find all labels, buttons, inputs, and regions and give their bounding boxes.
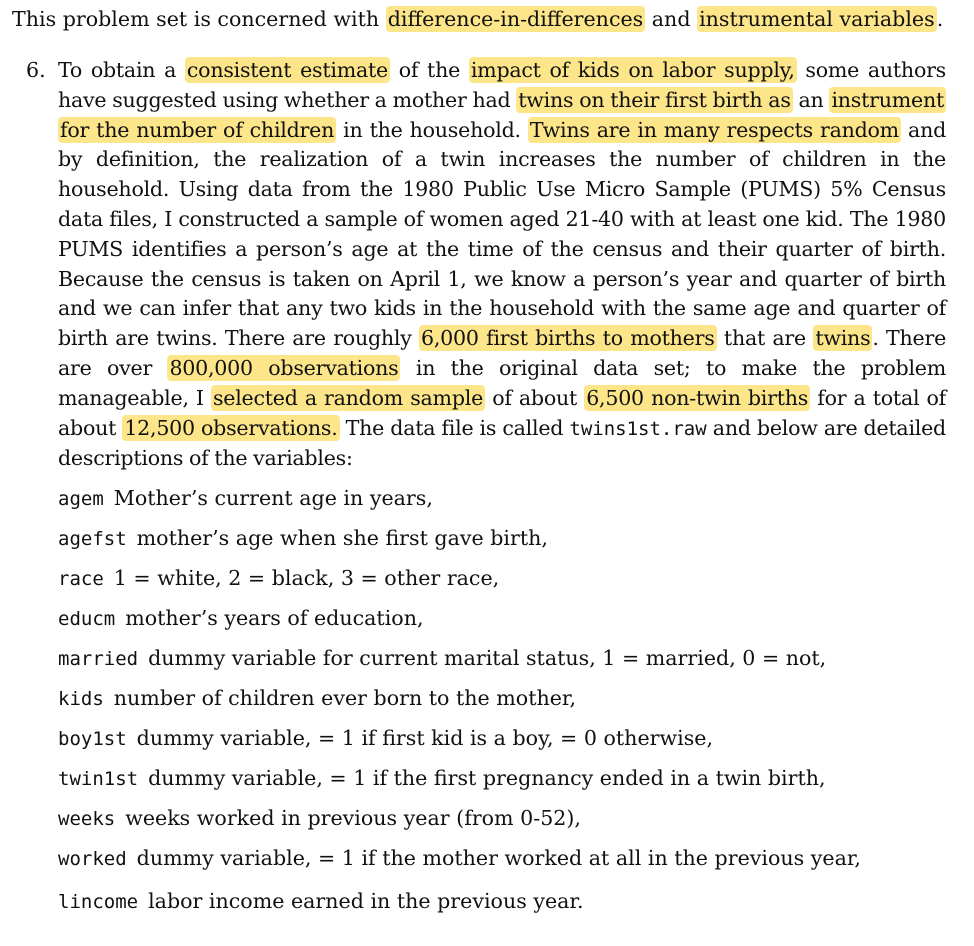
variable-description: dummy variable, = 1 if the mother worked at all in the previous year, [136,846,861,870]
paragraph-text: that are [716,326,814,351]
paragraph-text: an [792,87,830,112]
variable-item [58,563,499,594]
highlight-twins-first-birth: twins on their first birth as [518,87,791,112]
variable-name: kids [58,688,104,710]
variable-name: agem [58,488,104,510]
variable-name: twin1st [58,768,139,790]
variable-item [58,763,826,794]
paragraph-text: of the [389,58,469,82]
paragraph-text: The data file is called [339,415,570,440]
highlight-twins-random: Twins are in many respects random [529,117,899,142]
variable-description: mother’s years of education, [125,606,424,630]
highlight-impact-of-kids: impact of kids on labor supply, [470,58,795,82]
variable-name: married [58,648,139,670]
highlight-random-sample: selected a random sample [212,385,484,410]
highlight-total-observations: 12,500 observations. [124,415,338,440]
variable-item [58,803,581,834]
variable-name: race [58,568,104,590]
variable-item [58,683,576,714]
variable-item [58,643,826,674]
intro-sentence [12,4,943,34]
variable-name: agefst [58,528,127,550]
variable-name: lincome [58,891,139,913]
variable-name: weeks [58,808,116,830]
variable-description: dummy variable for current marital status, 1 = married, 0 = not, [148,646,827,670]
variable-description: dummy variable, = 1 if first kid is a boy, = 0 otherwise, [136,726,713,750]
paragraph-text: To obtain a [58,58,185,82]
data-file-name: twins1st.raw [569,417,707,440]
highlight-800k-observations: 800,000 observations [169,355,399,380]
variable-description: number of children ever born to the mother, [113,686,577,710]
variable-description: weeks worked in previous year (from 0-52), [125,806,581,830]
paragraph-text: and below are detailed descriptions of the variables: [58,415,946,471]
highlight-non-twin-births: 6,500 non-twin births [586,385,809,410]
variable-name: boy1st [58,728,127,750]
variable-description: Mother’s current age in years, [113,486,433,510]
intro-text: and [645,7,698,31]
paragraph-text: in the household. [336,117,528,142]
variable-item [58,483,433,514]
variable-name: worked [58,848,127,870]
paragraph-text: . There are over [58,326,947,380]
paragraph-text: of about [485,385,585,410]
variable-item [58,523,548,554]
variable-item [58,603,424,634]
variable-item [58,886,584,917]
variable-item [58,843,861,874]
intro-text: . [936,7,944,31]
paragraph-text: in the original data set; to make the problem manageable, I [58,355,946,410]
highlight-twins: twins [815,326,871,351]
paragraph-text: some authors have suggested using whether a mother had [58,58,947,112]
variable-description: mother’s age when she first gave birth, [136,526,548,550]
variable-description: 1 = white, 2 = black, 3 = other race, [113,566,500,590]
highlight-consistent-estimate: consistent estimate [186,58,388,82]
variable-name: educm [58,608,116,630]
paragraph-text: for a total of about [58,385,946,440]
paragraph-text: and by definition, the realization of a twin increases the number of children in the household. Using data from the 1980 Public Use Micro Sample (PUMS) 5% Census data files, I constructed a sample of women aged 21-40 with at least one kid. The 1980 PUMS identifies a person’s age at the time of the census and their quarter of birth. Because the census is taken on April 1, we know a person’s year and quarter of birth and we can infer that any two kids in the household with the same age and quarter of birth are twins. There are roughly [58,117,947,351]
highlight-did: difference-in-differences [387,7,644,31]
variable-item [58,723,713,754]
variable-description: labor income earned in the previous year. [148,889,584,913]
intro-text: This problem set is concerned with [12,7,386,31]
highlight-iv: instrumental variables [699,7,935,31]
highlight-first-births: 6,000 first births to mothers [421,326,715,351]
highlight-instrument: instrument for the number of children [60,87,944,142]
problem-number: 6. [26,58,46,82]
variable-description: dummy variable, = 1 if the first pregnancy ended in a twin birth, [148,766,826,790]
problem-paragraph [58,56,946,474]
